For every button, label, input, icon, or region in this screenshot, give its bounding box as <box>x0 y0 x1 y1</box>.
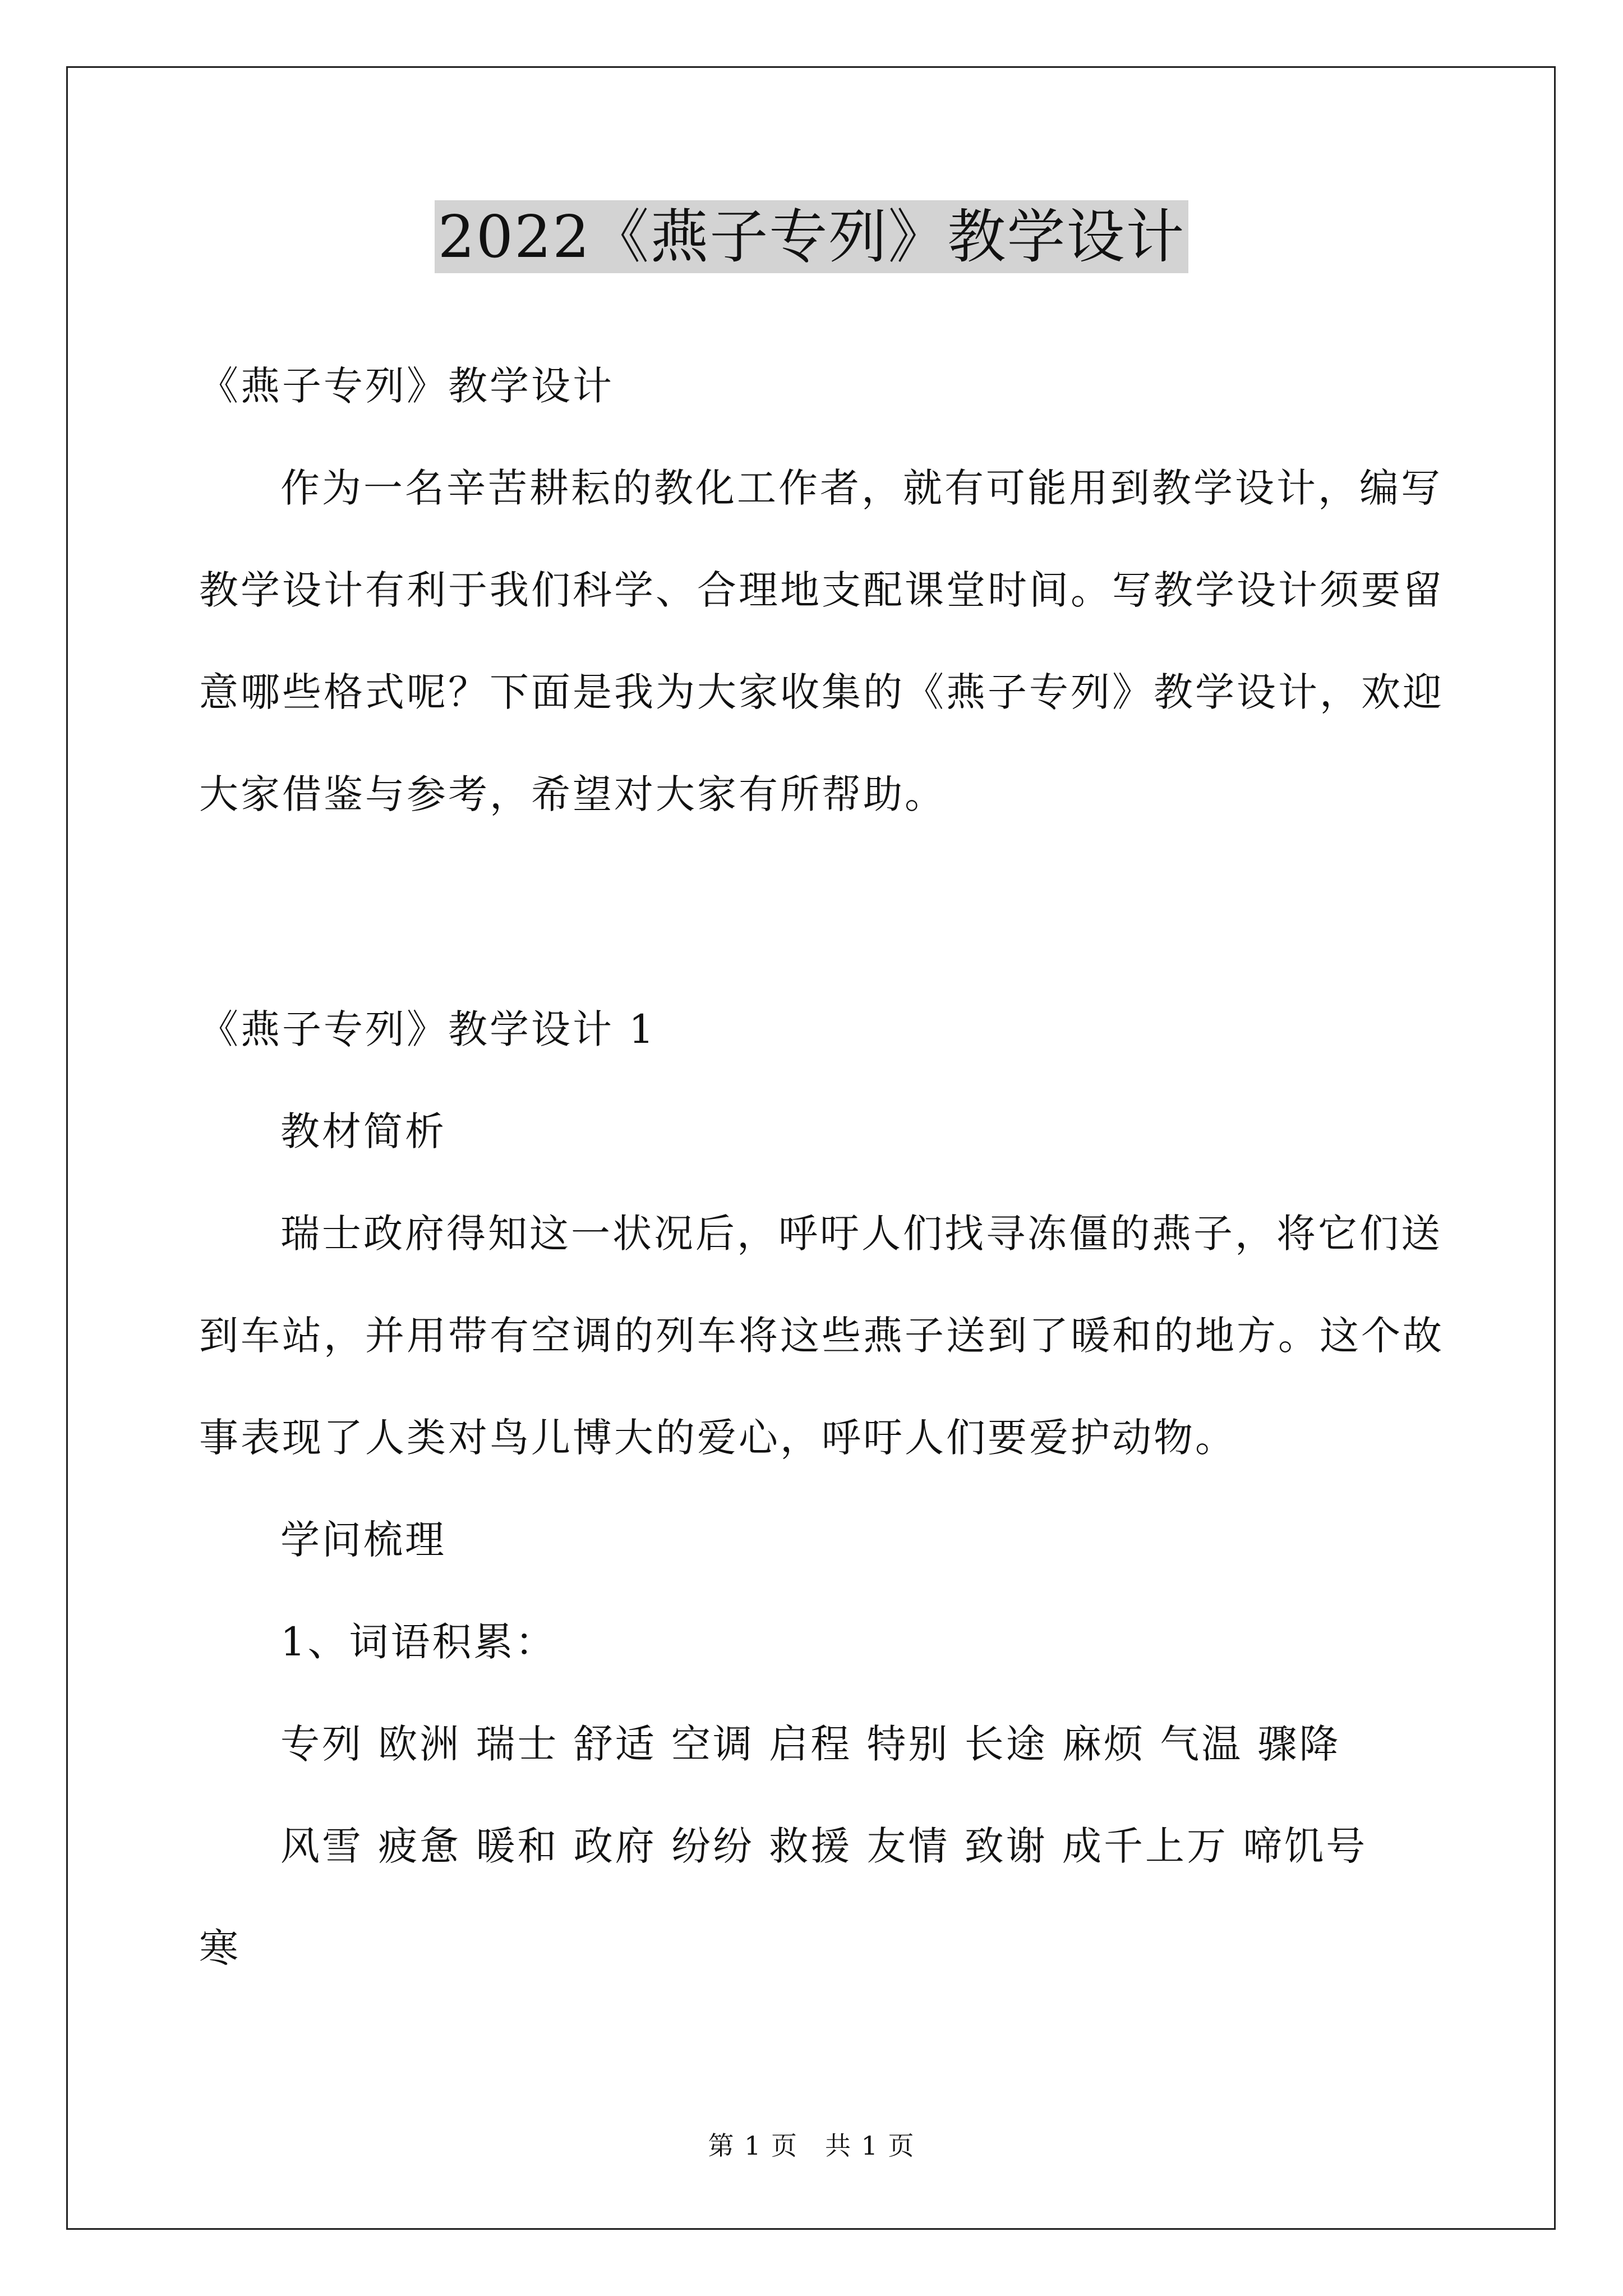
intro-line-3: 意哪些格式呢？下面是我为大家收集的《燕子专列》教学设计，欢迎 <box>199 669 1444 715</box>
section-heading: 《燕子专列》教学设计 1 <box>199 1006 656 1052</box>
intro-line-1: 作为一名辛苦耕耘的教化工作者，就有可能用到教学设计，编写 <box>280 465 1442 511</box>
subheading-knowledge: 学问梳理 <box>280 1517 446 1563</box>
intro-line-4: 大家借鉴与参考，希望对大家有所帮助。 <box>199 771 946 817</box>
subtitle-line: 《燕子专列》教学设计 <box>199 363 614 409</box>
vocabulary-line-3: 寒 <box>199 1925 241 1971</box>
list-heading-vocabulary: 1、词语积累： <box>280 1619 557 1665</box>
body-line-1: 瑞士政府得知这一状况后，呼吁人们找寻冻僵的燕子，将它们送 <box>280 1211 1442 1257</box>
intro-line-2: 教学设计有利于我们科学、合理地支配课堂时间。写教学设计须要留 <box>199 567 1444 613</box>
subheading-textbook: 教材简析 <box>280 1108 446 1154</box>
vocabulary-line-1: 专列 欧洲 瑞士 舒适 空调 启程 特别 长途 麻烦 气温 骤降 <box>280 1721 1341 1767</box>
vocabulary-line-2: 风雪 疲惫 暖和 政府 纷纷 救援 友情 致谢 成千上万 啼饥号 <box>280 1823 1368 1869</box>
document-title: 2022《燕子专列》教学设计 <box>0 197 1623 276</box>
body-line-2: 到车站，并用带有空调的列车将这些燕子送到了暖和的地方。这个故 <box>199 1313 1444 1359</box>
body-line-3: 事表现了人类对鸟儿博大的爱心，呼吁人们要爱护动物。 <box>199 1415 1237 1461</box>
page-footer: 第 1 页 共 1 页 <box>708 2131 915 2161</box>
